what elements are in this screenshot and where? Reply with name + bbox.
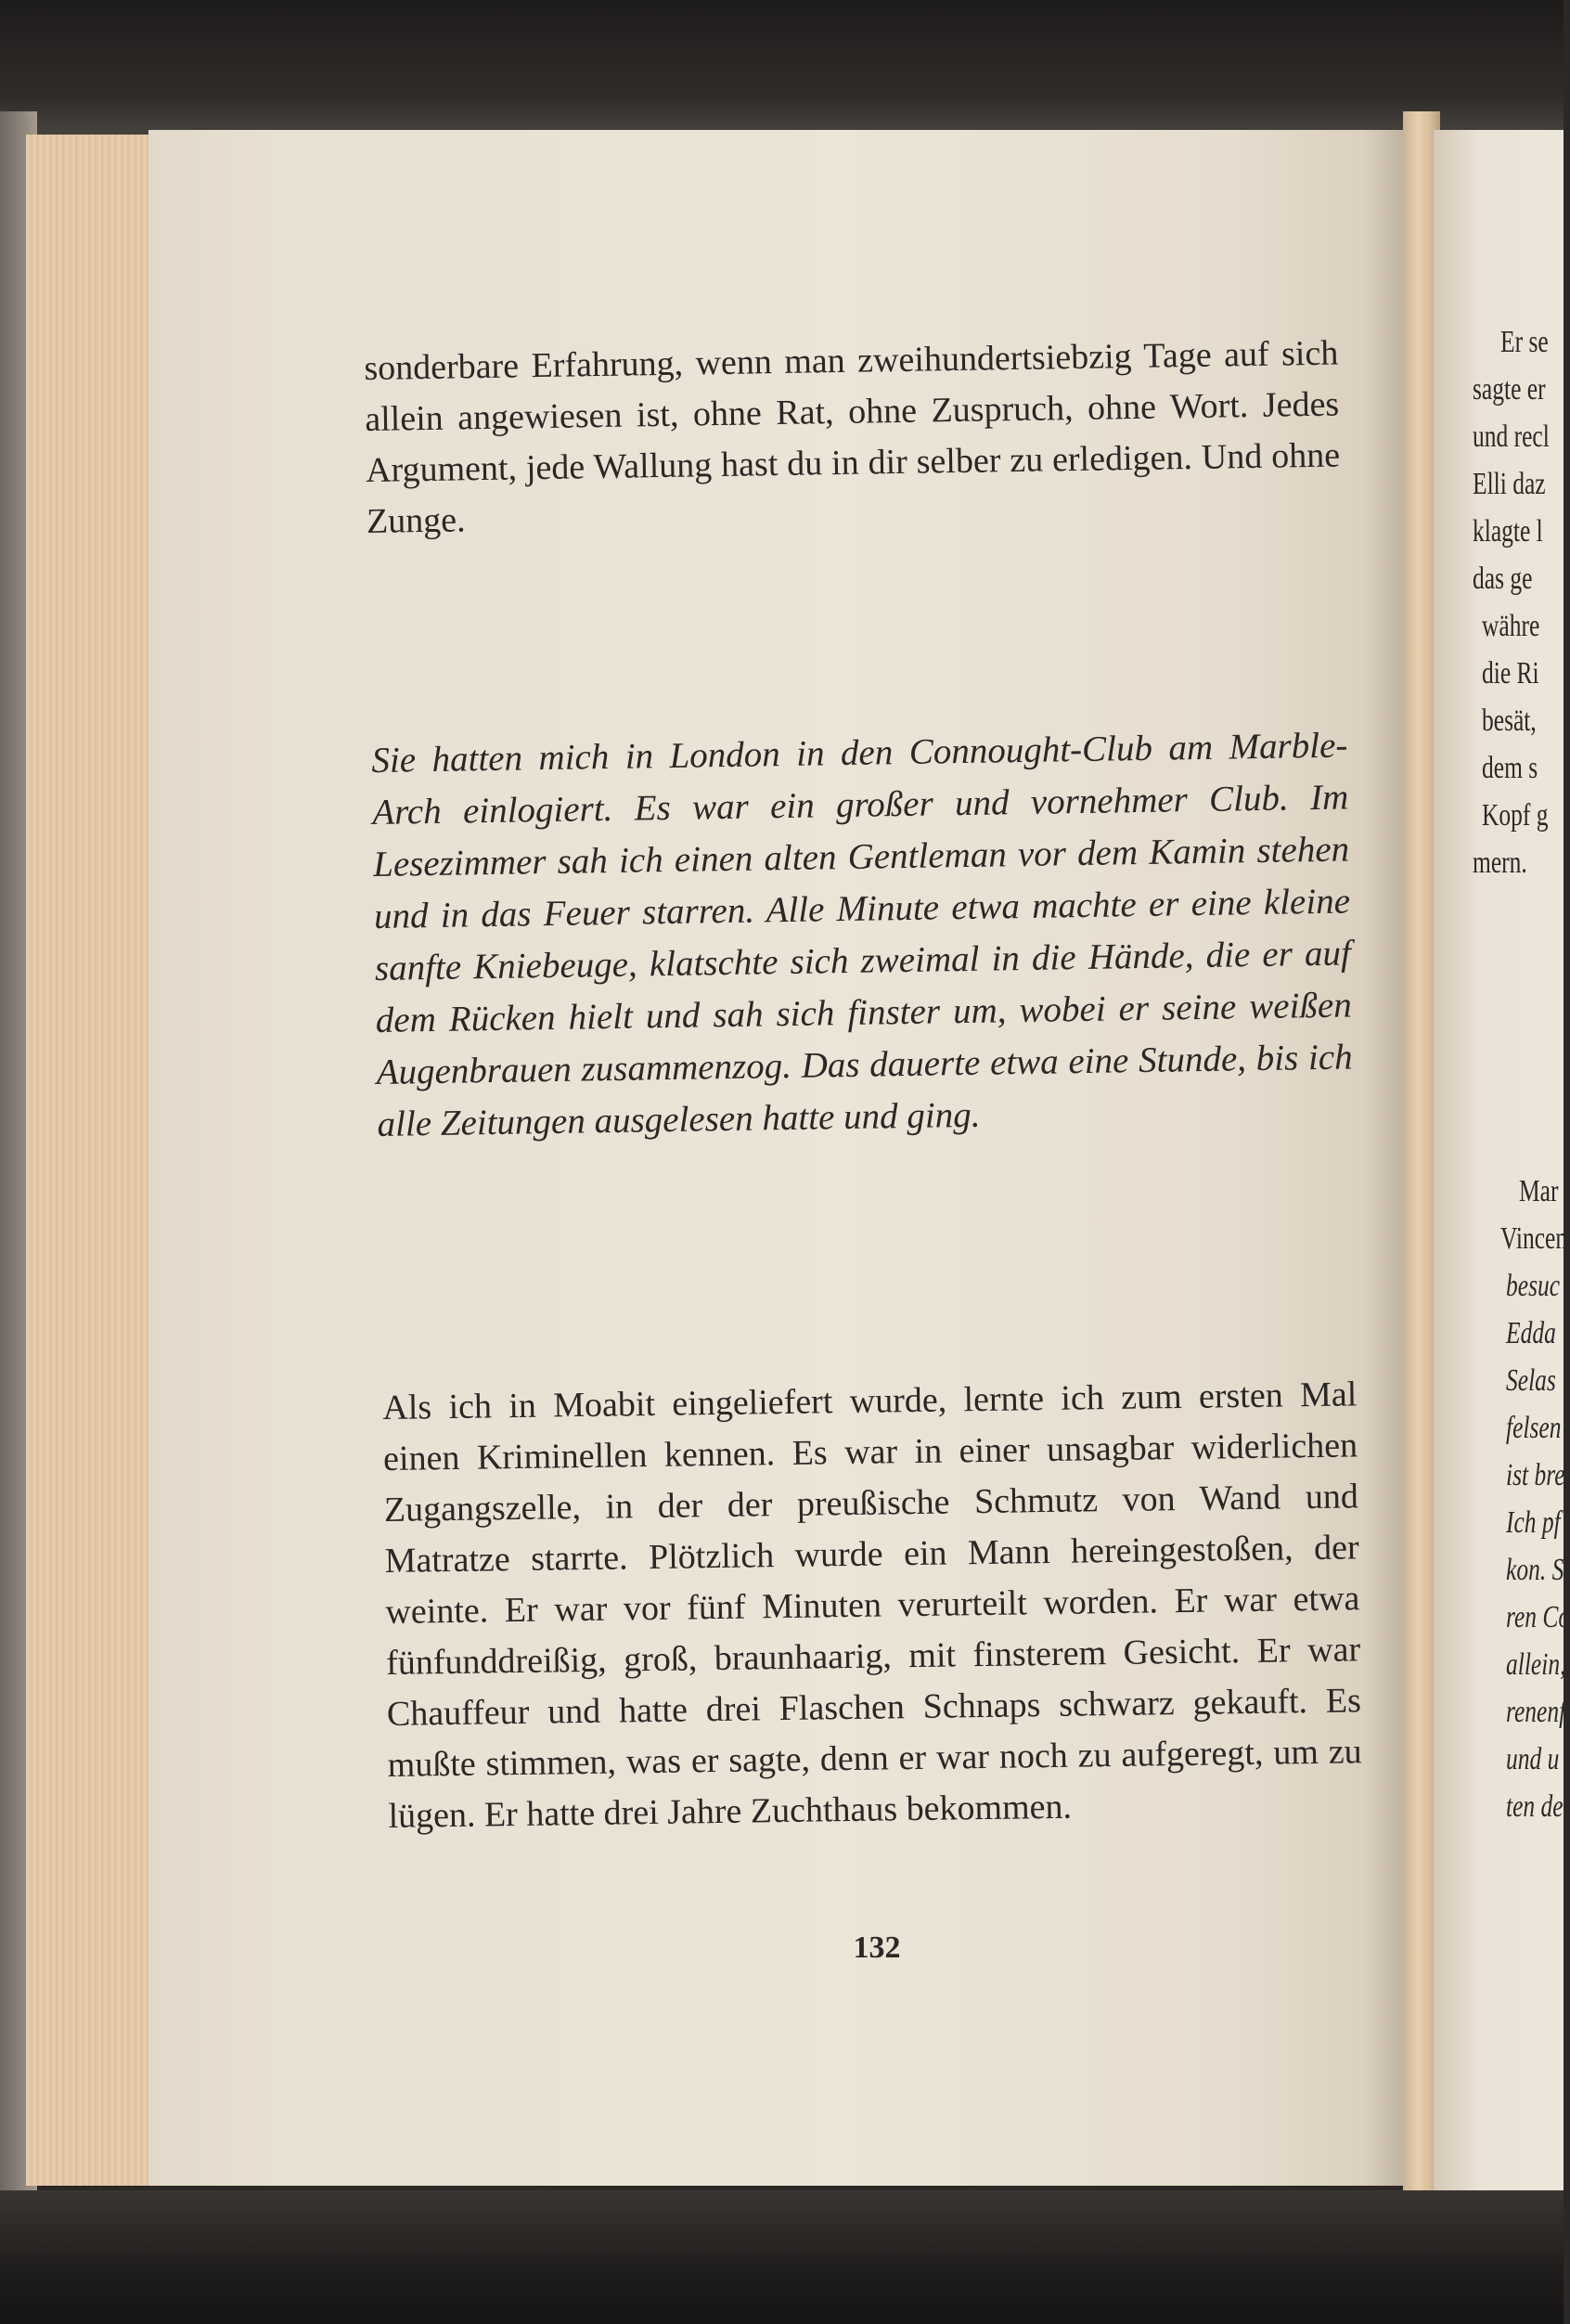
right-page-line: dem s xyxy=(1482,751,1538,785)
right-page-line: allein, xyxy=(1506,1647,1566,1682)
right-page-line: und u xyxy=(1506,1742,1560,1776)
right-page-line: ren Co xyxy=(1506,1600,1570,1634)
right-page-line: kon. S xyxy=(1506,1553,1564,1587)
right-page-line: Er se xyxy=(1500,325,1549,359)
right-page-line: sagte er xyxy=(1473,372,1546,407)
background-top xyxy=(0,0,1564,139)
right-page-line: felsen xyxy=(1506,1411,1562,1445)
right-page-line: ist bre xyxy=(1506,1458,1565,1492)
background-bottom xyxy=(0,2190,1564,2324)
right-page-line: das ge xyxy=(1473,562,1533,596)
right-page-line: klagte l xyxy=(1473,514,1543,549)
right-page xyxy=(1434,130,1570,2200)
right-page-line: renenf xyxy=(1506,1695,1566,1729)
right-page-line: Kopf g xyxy=(1482,798,1549,833)
right-page-line: währe xyxy=(1482,609,1540,643)
right-page-line: mern. xyxy=(1473,846,1527,880)
right-page-line: Vincen xyxy=(1500,1221,1568,1256)
right-page-line: Elli daz xyxy=(1473,467,1546,501)
right-page-line: die Ri xyxy=(1482,656,1539,691)
right-page-line: besät, xyxy=(1482,704,1537,738)
paragraph-2-italic: Sie hatten mich in London in den Connought-Club am Marble-Arch einlogiert. Es war ein großer und vornehmer Club. Im Lesezimmer sah ich einen alten Gentleman vor dem Kamin stehen und in das Feuer starren. Alle Minute etwa machte er eine kleine sanfte Kniebeuge, klatschte sich zweimal in die Hände, die er auf dem Rücken hielt und sah sich finster um, wobei er seine weißen Augenbrauen zusammenzog. Das dauerte etwa eine Stunde, bis ich alle Zeitungen ausgelesen hatte und ging. xyxy=(371,725,1353,1144)
right-page-line: Ich pf xyxy=(1506,1505,1561,1540)
paragraph-1: sonderbare Erfahrung, wenn man zweihundertsiebzig Tage auf sich allein angewiesen ist, ohne Rat, ohne Zuspruch, ohne Wort. Jedes Argument, jede Wallung hast du in dir selber zu erledigen. Und ohne Zunge. xyxy=(364,333,1341,541)
page-stack-edges xyxy=(26,135,156,2186)
right-page-line: Edda xyxy=(1506,1316,1556,1350)
paragraph-3: Als ich in Moabit eingeliefert wurde, lernte ich zum ersten Mal einen Kriminellen kennen. Es war in einer unsagbar widerlichen Zugangszelle, in der der preußische Schmutz von Wand und Matratze starrte. Plötzlich wurde ein Mann hereingestoßen, der weinte. Er war vor fünf Minuten verurteilt worden. Er war etwa fünfunddreißig, groß, braunhaarig, mit finsterem Gesicht. Er war Chauffeur und hatte drei Flaschen Schnaps schwarz gekauft. Es mußte stimmen, was er sagte, denn er war noch zu aufgeregt, um zu lügen. Er hatte drei Jahre Zuchthaus bekommen. xyxy=(382,1375,1362,1836)
right-page-line: Mar xyxy=(1519,1174,1559,1208)
right-page-line: besuc xyxy=(1506,1269,1561,1303)
right-page-line: ten de xyxy=(1506,1789,1564,1824)
right-page-line: und recl xyxy=(1473,420,1550,454)
page-number: 132 xyxy=(853,1930,901,1965)
right-page-line: Selas xyxy=(1506,1363,1556,1398)
